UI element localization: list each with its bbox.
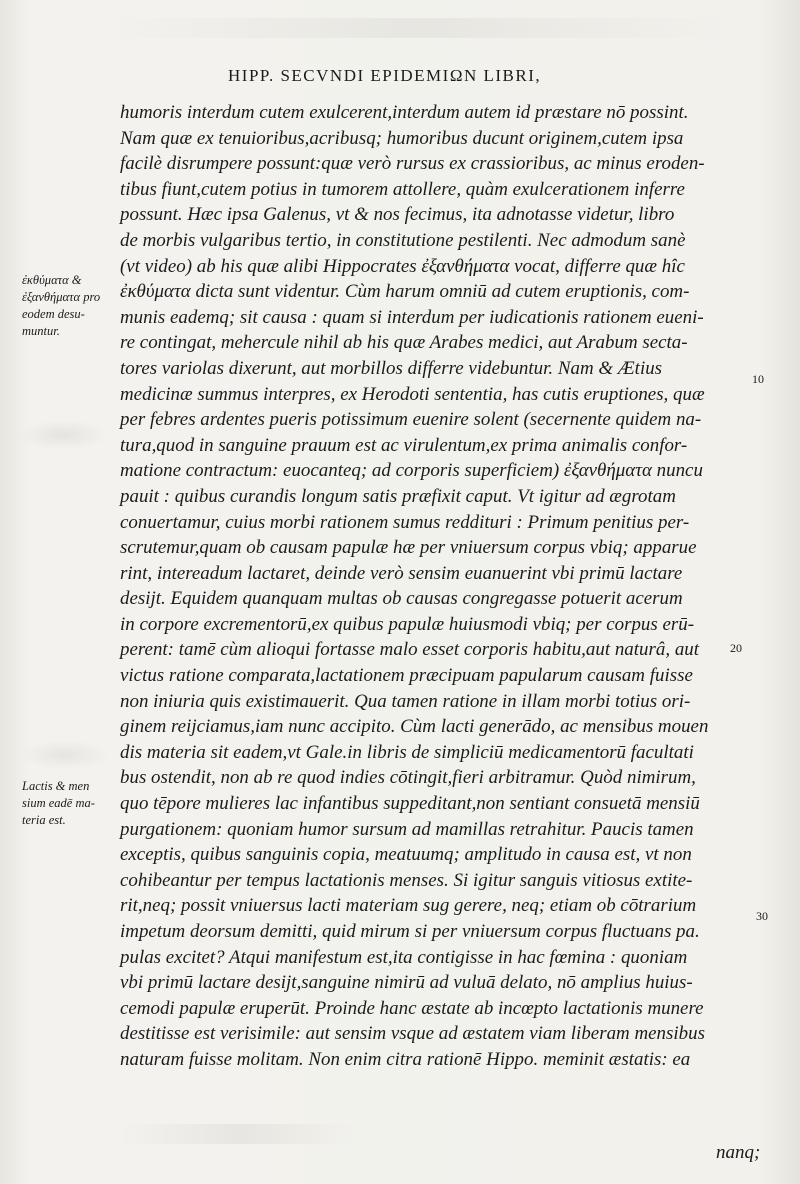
margin-line: sium eadē ma- (22, 796, 95, 810)
line-number-30: 30 (756, 909, 768, 923)
text-line: tibus fiunt,cutem potius in tumorem attollere, quàm exulcerationem inferre (120, 178, 685, 200)
text-line: matione contractum: euocanteq; ad corporis superficiem) ἐξανθήματα nuncu (120, 460, 703, 482)
text-line: purgationem: quoniam humor sursum ad mamillas retrahitur. Paucis tamen (120, 818, 694, 840)
text-line: Nam quæ ex tenuioribus,acribusq; humoribus ducunt originem,cutem ipsa (120, 127, 684, 149)
text-line: pauit : quibus curandis longum satis præfixit caput. Vt igitur ad ægrotam (120, 485, 676, 507)
text-line: munis eademq; sit causa : quam si interdum per iudicationis rationem eueni- (120, 306, 704, 328)
text-line: dis materia sit eadem,vt Gale.in libris de simpliciū medicamentorū facultati (120, 741, 694, 763)
margin-line: Lactis & men (22, 779, 90, 793)
marginal-note-lactis (22, 778, 122, 829)
text-line: naturam fuisse molitam. Non enim citra rationē Hippo. meminit æstatis: ea (120, 1048, 691, 1070)
text-line: rint, intereadum lactaret, deinde verò sensim euanuerint vbi primū lactare (120, 562, 683, 584)
text-line: re contingat, mehercule nihil ab his quæ Arabes medici, aut Arabum secta- (120, 332, 688, 354)
text-line: per febres ardentes pueris potissimum euenire solent (secernente quidem na- (120, 409, 702, 431)
show-through-margin-lower (20, 740, 110, 770)
text-line: de morbis vulgaribus tertio, in constitutione pestilenti. Nec admodum sanè (120, 229, 686, 251)
text-line: perent: tamē cùm alioqui fortasse malo esset corporis habitu,aut naturâ, aut (120, 639, 700, 661)
text-line: scrutemur,quam ob causam papulæ hæ per vniuersum corpus vbiq; apparue (120, 537, 697, 559)
show-through-margin (18, 420, 108, 450)
text-line: destitisse est verisimile: aut sensim vsque ad æstatem viam liberam mensibus (120, 1023, 705, 1045)
catchword: nanq; (716, 1142, 761, 1163)
text-line: possunt. Hæc ipsa Galenus, vt & nos fecimus, ita adnotasse videtur, libro (120, 204, 675, 226)
text-line: bus ostendit, non ab re quod indies cōtingit,fieri arbitramur. Quòd nimirum, (120, 767, 696, 789)
text-line: vbi primū lactare desijt,sanguine nimirū ad vuluā delato, nō amplius huius- (120, 972, 693, 994)
running-header: HIPP. SECVNDI EPIDEMIΩN LIBRI, (228, 66, 542, 85)
text-line: ἐκθύματα dicta sunt videntur. Cùm harum omniū ad cutem eruptionis, com- (120, 281, 690, 303)
line-number-20: 20 (730, 641, 742, 655)
show-through-bottom (120, 1124, 360, 1144)
text-line: impetum deorsum demitti, quid mirum si per vniuersum corpus fluctuans pa. (120, 921, 700, 942)
text-line: (vt video) ab his quæ alibi Hippocrates ἐξανθήματα vocat, differre quæ hîc (120, 255, 685, 277)
text-line: victus ratione comparata,lactationem præcipuam papularum causam fuisse (120, 665, 693, 687)
marginal-note-ekthymata (22, 272, 122, 340)
text-line: ginem reijciamus,iam nunc accipito. Cùm lacti generādo, ac mensibus mouen (120, 716, 709, 738)
margin-line: ἐξανθήματα pro (22, 290, 101, 304)
text-line: medicinæ summus interpres, ex Herodoti sententia, has cutis eruptiones, quæ (120, 383, 705, 405)
text-line: rit,neq; possit vniuersus lacti materiam sug gerere, neq; etiam ob cōtrarium (120, 895, 697, 917)
margin-line: teria est. (22, 813, 66, 827)
text-line: humoris interdum cutem exulcerent,interdum autem id præstare nō possint. (120, 102, 689, 123)
text-line: tura,quod in sanguine prauum est ac virulentum,ex prima animalis confor- (120, 434, 688, 456)
text-line: in corpore excrementorū,ex quibus papulæ huiusmodi vbiq; per corpus erū- (120, 613, 695, 635)
margin-line: ἐκθύματα & (22, 273, 82, 287)
text-line: pulas excitet? Atqui manifestum est,ita contigisse in hac fœmina : quoniam (120, 946, 688, 968)
margin-line: eodem desu- (22, 307, 85, 321)
text-line: conuertamur, cuius morbi rationem sumus reddituri : Primum penitius per- (120, 511, 690, 533)
text-line: cemodi papulæ eruperūt. Proinde hanc æstate ab incœpto lactationis munere (120, 997, 704, 1019)
text-line: non iniuria quis existimauerit. Qua tamen ratione in illam morbi totius ori- (120, 690, 691, 712)
text-line: facilè disrumpere possunt:quæ verò rursus ex crassioribus, ac minus eroden- (120, 153, 705, 175)
show-through-top (110, 18, 730, 38)
text-line: tores variolas dixerunt, aut morbillos differre videbuntur. Nam & Ætius (120, 357, 663, 379)
text-line: exceptis, quibus sanguinis copia, meatuumq; amplitudo in causa est, vt non (120, 844, 692, 866)
text-line: cohibeantur per tempus lactationis menses. Si igitur sanguis vitiosus extite- (120, 869, 693, 891)
text-line: quo tēpore mulieres lac infantibus suppeditant,non sentiant consuetā mensiū (120, 793, 700, 815)
line-number-10: 10 (752, 372, 764, 386)
text-line: desijt. Equidem quanquam multas ob causas congregasse potuerit acerum (120, 588, 683, 610)
main-text-block (120, 100, 750, 1073)
margin-line: muntur. (22, 324, 60, 338)
